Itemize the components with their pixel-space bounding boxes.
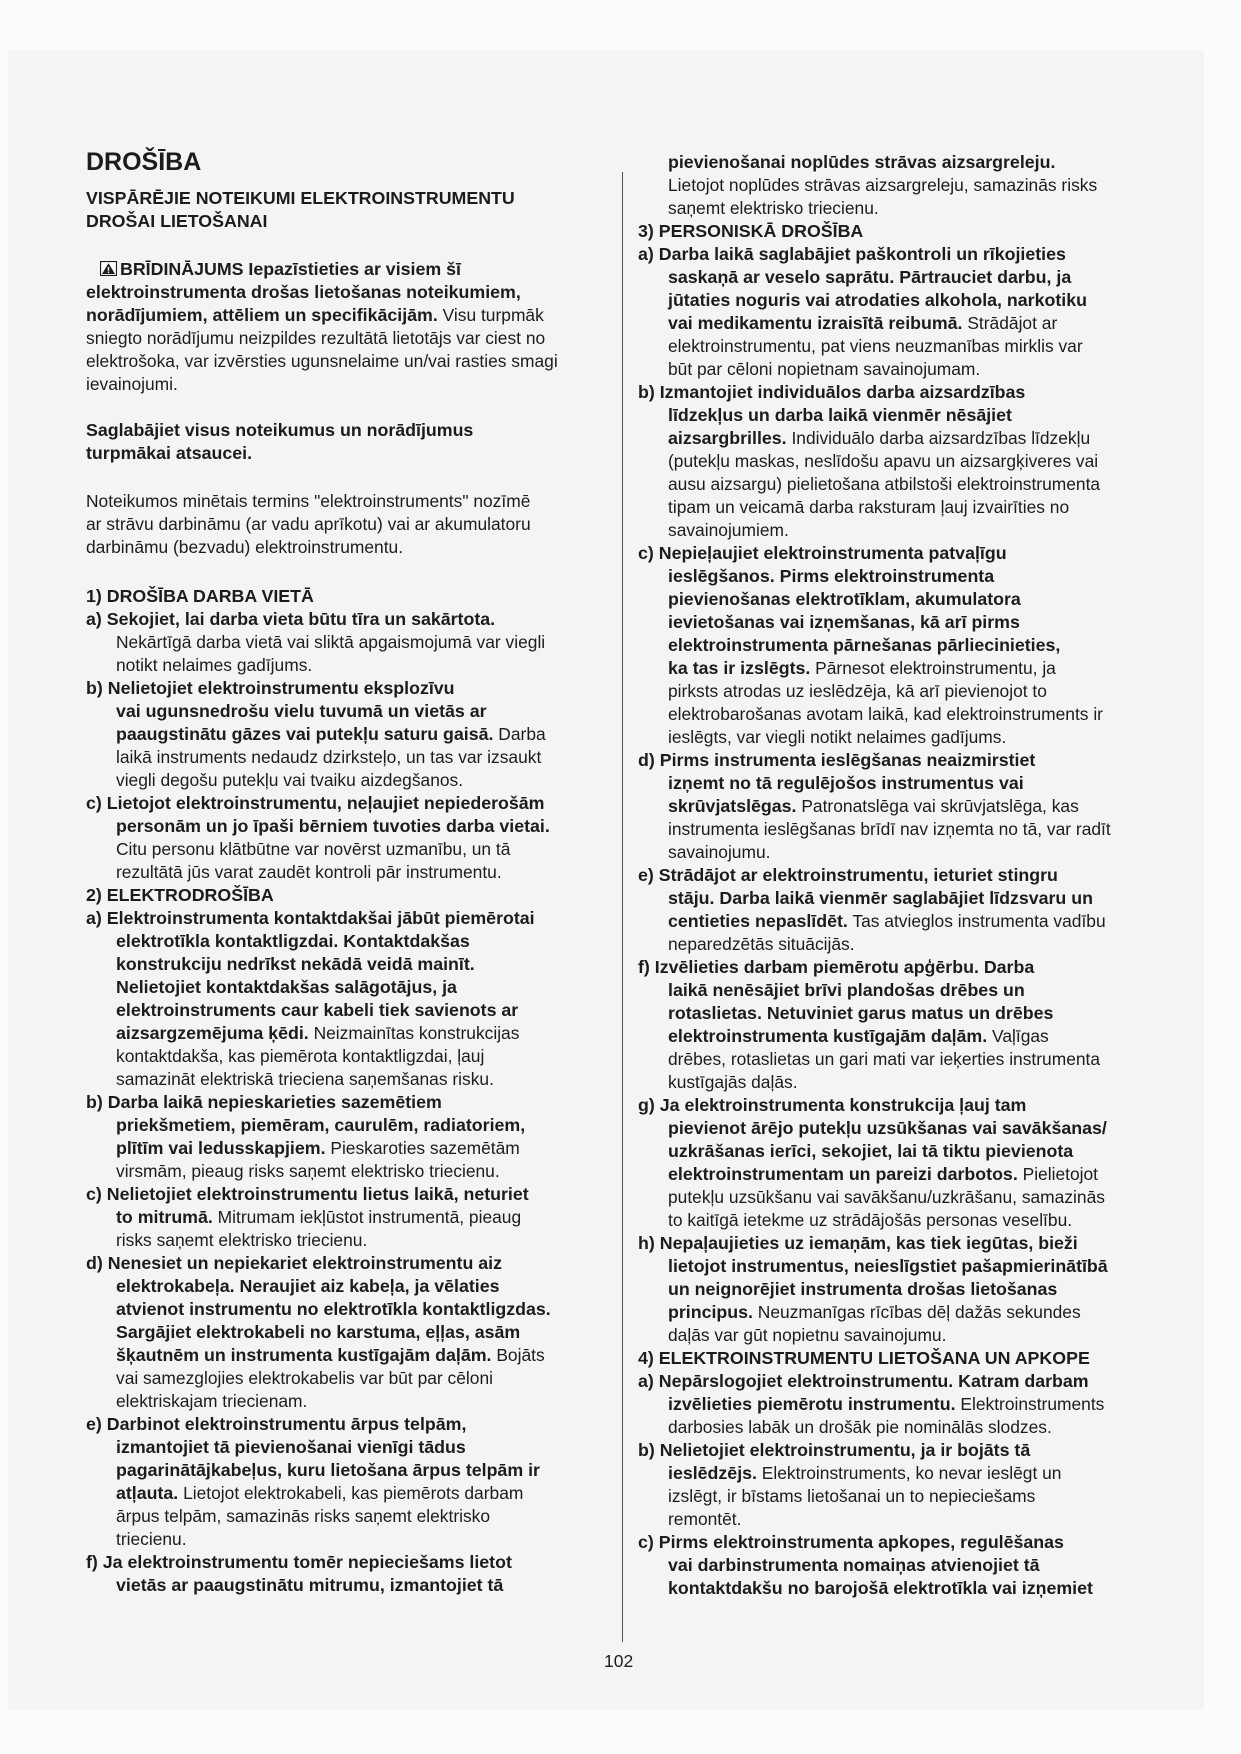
right-text-line bbox=[638, 864, 1058, 886]
left-text-line bbox=[86, 304, 544, 326]
right-text-line bbox=[668, 404, 1012, 426]
page-title bbox=[86, 147, 201, 177]
left-text-line bbox=[86, 677, 455, 699]
left-text-line bbox=[116, 838, 510, 860]
line-text: savainojumiem. bbox=[668, 520, 789, 540]
right-text-line bbox=[668, 335, 1083, 357]
line-text: a) Nepārslogojiet elektroinstrumentu. Katram darbam bbox=[638, 1371, 1089, 1391]
right-text-line bbox=[668, 1577, 1093, 1599]
line-text: vai ugunsnedrošu vielu tuvumā un vietās ar bbox=[116, 701, 487, 721]
line-text: notikt nelaimes gadījums. bbox=[116, 655, 313, 675]
line-text-tail: Mitrumam iekļūstot instrumentā, pieaug bbox=[212, 1207, 522, 1227]
line-text: līdzekļus un darba laikā vienmēr nēsājiet bbox=[668, 405, 1012, 425]
left-text-line bbox=[86, 419, 473, 441]
right-text-line bbox=[668, 1025, 1049, 1047]
left-text-line bbox=[86, 513, 531, 535]
line-text: a) Sekojiet, lai darba vieta būtu tīra un sakārtota. bbox=[86, 609, 496, 629]
line-text: vietās ar paaugstinātu mitrumu, izmantojiet tā bbox=[116, 1575, 504, 1595]
line-text-tail: Neizmainītas konstrukcijas bbox=[308, 1023, 520, 1043]
line-text: elektrobarošanas avotam laikā, kad elektroinstruments ir bbox=[668, 704, 1103, 724]
left-text-line bbox=[116, 953, 475, 975]
line-text: f) Izvēlieties darbam piemērotu apģērbu. Darba bbox=[638, 957, 1035, 977]
right-text-line bbox=[668, 1462, 1061, 1484]
left-text-line bbox=[116, 746, 541, 768]
line-text: g) Ja elektroinstrumenta konstrukcija ļauj tam bbox=[638, 1095, 1027, 1115]
line-text: 2) ELEKTRODROŠĪBA bbox=[86, 885, 274, 905]
line-text-tail: Strādājot ar bbox=[962, 313, 1058, 333]
line-text: kontaktdakša, kas piemērota kontaktligzdai, ļauj bbox=[116, 1046, 485, 1066]
line-text: e) Darbinot elektroinstrumentu ārpus telpām, bbox=[86, 1414, 467, 1434]
line-text-tail: Darba bbox=[493, 724, 546, 744]
line-text: stāju. Darba laikā vienmēr saglabājiet līdzsvaru un bbox=[668, 888, 1093, 908]
line-text: un neignorējiet instrumenta drošas lietošanas bbox=[668, 1279, 1058, 1299]
line-text: to kaitīgā ietekme uz strādājošās personas veselību. bbox=[668, 1210, 1073, 1230]
left-text-line bbox=[116, 654, 312, 676]
right-text-line bbox=[668, 979, 1025, 1001]
right-text-line bbox=[668, 519, 789, 541]
line-text-tail: Elektroinstruments, ko nevar ieslēgt un bbox=[756, 1463, 1062, 1483]
line-text: elektrotīkla kontaktligzdai. Kontaktdakšas bbox=[116, 931, 470, 951]
line-text: izvēlieties piemērotu instrumentu. bbox=[668, 1394, 956, 1414]
right-text-line bbox=[668, 266, 1071, 288]
left-text-line bbox=[116, 1436, 466, 1458]
line-text: DROŠAI LIETOŠANAI bbox=[86, 211, 268, 231]
left-text-line bbox=[116, 1574, 503, 1596]
line-text: (putekļu maskas, neslīdošu apavu un aizsargķiveres vai bbox=[668, 451, 1099, 471]
line-text: elektrošoka, var izvērsties ugunsnelaime un/vai rasties smagi bbox=[86, 351, 558, 371]
right-text-line bbox=[638, 243, 1066, 265]
line-text: ausu aizsargu) pielietošana atbilstoši elektroinstrumenta bbox=[668, 474, 1101, 494]
line-text: personām un jo īpaši bērniem tuvoties darba vietai. bbox=[116, 816, 550, 836]
line-text: priekšmetiem, piemēram, caurulēm, radiatoriem, bbox=[116, 1115, 526, 1135]
right-text-line bbox=[668, 174, 1097, 196]
line-text-tail: Pieskaroties sazemētām bbox=[325, 1138, 520, 1158]
line-text: savainojumu. bbox=[668, 842, 771, 862]
line-text: vai samezglojies elektrokabelis var būt par cēloni bbox=[116, 1368, 493, 1388]
line-text: ieslēgšanos. Pirms elektroinstrumenta bbox=[668, 566, 995, 586]
right-text-line bbox=[668, 427, 1090, 449]
line-text: būt par cēloni nopietnam savainojumam. bbox=[668, 359, 981, 379]
line-text-tail: Vaļīgas bbox=[987, 1026, 1049, 1046]
line-text: putekļu uzsūkšanu vai savākšanu/uzkrāšanu, samazinās bbox=[668, 1187, 1105, 1207]
line-text: pievienošanai noplūdes strāvas aizsargreleju. bbox=[668, 152, 1056, 172]
line-text: pirksts atrodas uz ieslēdzēja, kā arī pievienojot to bbox=[668, 681, 1047, 701]
line-text: laikā instruments nedaudz dzirksteļo, un tas var izsaukt bbox=[116, 747, 542, 767]
left-text-line bbox=[116, 1298, 551, 1320]
left-text-line bbox=[116, 631, 545, 653]
line-text: ievietošanas vai izņemšanas, kā arī pirms bbox=[668, 612, 1020, 632]
line-text: ievainojumi. bbox=[86, 374, 178, 394]
line-text: ar strāvu darbināmu (ar vadu aprīkotu) vai ar akumulatoru bbox=[86, 514, 531, 534]
line-text: to mitrumā. bbox=[116, 1207, 213, 1227]
line-text: Sargājiet elektrokabeli no karstuma, eļļas, asām bbox=[116, 1322, 521, 1342]
line-text: 3) PERSONISKĀ DROŠĪBA bbox=[638, 221, 864, 241]
line-text: saskaņā ar veselo saprātu. Pārtrauciet darbu, ja bbox=[668, 267, 1072, 287]
line-text: rotaslietas. Netuviniet garus matus un drēbes bbox=[668, 1003, 1054, 1023]
left-text-line bbox=[86, 884, 274, 906]
right-text-line bbox=[668, 496, 1069, 518]
right-text-line bbox=[638, 542, 1007, 564]
left-text-line bbox=[116, 1137, 520, 1159]
line-text-tail: Patronatslēga vai skrūvjatslēga, kas bbox=[796, 796, 1079, 816]
right-text-line bbox=[668, 1416, 1052, 1438]
right-text-line bbox=[668, 795, 1079, 817]
right-text-line bbox=[668, 1071, 798, 1093]
right-text-line bbox=[638, 956, 1034, 978]
line-text: Lietojot noplūdes strāvas aizsargreleju, samazinās risks bbox=[668, 175, 1098, 195]
right-text-line bbox=[668, 1393, 1104, 1415]
left-text-line bbox=[86, 1551, 512, 1573]
line-text: e) Strādājot ar elektroinstrumentu, ieturiet stingru bbox=[638, 865, 1058, 885]
line-text: principus. bbox=[668, 1302, 753, 1322]
right-text-line bbox=[668, 726, 1006, 748]
line-text: darbināmu (bezvadu) elektroinstrumentu. bbox=[86, 537, 404, 557]
left-text-line bbox=[86, 1091, 442, 1113]
right-text-line bbox=[668, 772, 1024, 794]
line-text: atļauta. bbox=[116, 1483, 179, 1503]
right-text-line bbox=[668, 1186, 1105, 1208]
column-divider bbox=[622, 172, 623, 1642]
right-text-line bbox=[668, 1324, 946, 1346]
left-text-line bbox=[116, 1275, 500, 1297]
line-text: lietojot instrumentus, neieslīgstiet pašapmierinātībā bbox=[668, 1256, 1108, 1276]
line-text: skrūvjatslēgas. bbox=[668, 796, 797, 816]
page-number: 102 bbox=[604, 1651, 634, 1671]
left-text-line bbox=[116, 930, 470, 952]
line-text: aizsargbrilles. bbox=[668, 428, 787, 448]
line-text: šķautnēm un instrumenta kustīgajām daļām. bbox=[116, 1345, 492, 1365]
line-text: viegli degošu putekļu vai tvaiku aizdegšanos. bbox=[116, 770, 464, 790]
line-text: c) Nepieļaujiet elektroinstrumenta patvaļīgu bbox=[638, 543, 1007, 563]
line-text: izņemt no tā regulējošos instrumentus vai bbox=[668, 773, 1024, 793]
right-text-line bbox=[668, 611, 1020, 633]
right-text-line bbox=[668, 887, 1093, 909]
line-text-tail: Visu turpmāk bbox=[437, 305, 544, 325]
right-text-line bbox=[668, 933, 855, 955]
right-text-line bbox=[638, 1232, 1078, 1254]
line-text: instrumenta ieslēgšanas brīdī nav izņemta no tā, var radīt bbox=[668, 819, 1111, 839]
line-text: kustīgajās daļās. bbox=[668, 1072, 798, 1092]
line-text: d) Nenesiet un nepiekariet elektroinstrumentu aiz bbox=[86, 1253, 502, 1273]
line-text: konstrukciju nedrīkst nekādā veidā mainīt. bbox=[116, 954, 475, 974]
right-text-line bbox=[668, 588, 1021, 610]
line-text: sniegto norādījumu neizpildes rezultātā lietotājs var ciest no bbox=[86, 328, 546, 348]
line-text: triecienu. bbox=[116, 1529, 187, 1549]
warning-icon bbox=[100, 261, 117, 276]
right-text-line bbox=[668, 1002, 1053, 1024]
right-text-line bbox=[668, 657, 1056, 679]
left-text-line bbox=[86, 373, 178, 395]
right-text-line bbox=[668, 680, 1047, 702]
line-text: b) Izmantojiet individuālos darba aizsardzības bbox=[638, 382, 1026, 402]
right-text-line bbox=[668, 1209, 1072, 1231]
right-text-line bbox=[668, 1163, 1098, 1185]
right-text-line bbox=[668, 634, 1060, 656]
line-text: pievienot ārējo putekļu uzsūkšanas vai savākšanas/ bbox=[668, 1118, 1107, 1138]
line-text: a) Elektroinstrumenta kontaktdakšai jābūt piemērotai bbox=[86, 908, 535, 928]
right-text-line bbox=[668, 1301, 1081, 1323]
right-text-line bbox=[638, 381, 1025, 403]
line-text-tail: Elektroinstruments bbox=[955, 1394, 1105, 1414]
line-text: elektroinstrumenta pārnešanas pārliecinieties, bbox=[668, 635, 1061, 655]
line-text-tail: Bojāts bbox=[491, 1345, 545, 1365]
line-text: b) Darba laikā nepieskarieties sazemētiem bbox=[86, 1092, 442, 1112]
line-text: a) Darba laikā saglabājiet paškontroli un rīkojieties bbox=[638, 244, 1066, 264]
left-text-line bbox=[86, 1183, 529, 1205]
right-text-line bbox=[668, 910, 1106, 932]
line-text: uzkrāšanas ierīci, sekojiet, lai tā tiktu pievienota bbox=[668, 1141, 1074, 1161]
line-text: jūtaties noguris vai atrodaties alkohola, narkotiku bbox=[668, 290, 1087, 310]
line-text-tail: Lietojot elektrokabeli, kas piemērots darbam bbox=[178, 1483, 524, 1503]
right-text-line bbox=[668, 312, 1057, 334]
line-text: saņemt elektrisko triecienu. bbox=[668, 198, 879, 218]
right-text-line bbox=[668, 841, 770, 863]
left-text-line bbox=[86, 327, 545, 349]
right-text-line bbox=[668, 1554, 1040, 1576]
left-text-line bbox=[116, 700, 487, 722]
right-text-line bbox=[668, 1048, 1100, 1070]
left-text-line bbox=[116, 1390, 307, 1412]
left-text-line bbox=[116, 815, 550, 837]
left-text-line bbox=[86, 187, 515, 209]
line-text: turpmākai atsaucei. bbox=[86, 443, 253, 463]
line-text: elektroinstruments caur kabeli tiek savienots ar bbox=[116, 1000, 519, 1020]
line-text: norādījumiem, attēliem un specifikācijām. bbox=[86, 305, 438, 325]
right-text-line bbox=[668, 818, 1111, 840]
line-text: c) Pirms elektroinstrumenta apkopes, regulēšanas bbox=[638, 1532, 1064, 1552]
right-text-line bbox=[638, 1531, 1064, 1553]
left-text-line bbox=[86, 490, 530, 512]
left-text-line bbox=[116, 1505, 490, 1527]
line-text: rezultātā jūs varat zaudēt kontroli pār instrumentu. bbox=[116, 862, 502, 882]
line-text: b) Nelietojiet elektroinstrumentu eksplozīvu bbox=[86, 678, 455, 698]
line-text-tail: Pārnesot elektroinstrumentu, ja bbox=[810, 658, 1056, 678]
left-text-line bbox=[116, 1321, 520, 1343]
right-text-line bbox=[638, 1439, 1030, 1461]
line-text: virsmām, pieaug risks saņemt elektrisko triecienu. bbox=[116, 1161, 500, 1181]
left-text-line bbox=[86, 608, 495, 630]
left-text-line bbox=[86, 350, 558, 372]
left-text-line bbox=[116, 1344, 545, 1366]
line-text: elektroinstrumenta drošas lietošanas noteikumiem, bbox=[86, 282, 521, 302]
left-text-line bbox=[116, 1459, 540, 1481]
right-text-line bbox=[638, 1347, 1090, 1369]
line-text: izmantojiet tā pievienošanai vienīgi tādus bbox=[116, 1437, 466, 1457]
right-text-line bbox=[668, 151, 1055, 173]
line-text: h) Nepaļaujieties uz iemaņām, kas tiek iegūtas, bieži bbox=[638, 1233, 1078, 1253]
line-text: ieslēdzējs. bbox=[668, 1463, 757, 1483]
left-text-line bbox=[116, 976, 457, 998]
right-text-line bbox=[668, 1140, 1073, 1162]
line-text: daļās var gūt nopietnu savainojumu. bbox=[668, 1325, 947, 1345]
line-text: kontaktdakšu no barojošā elektrotīkla vai izņemiet bbox=[668, 1578, 1093, 1598]
line-text: vai darbinstrumenta nomaiņas atvienojiet tā bbox=[668, 1555, 1040, 1575]
right-text-line bbox=[638, 1094, 1026, 1116]
line-text: BRĪDINĀJUMS Iepazīstieties ar visiem šī bbox=[120, 259, 461, 279]
left-text-line bbox=[116, 1206, 521, 1228]
left-text-line bbox=[116, 1160, 500, 1182]
left-text-line bbox=[116, 1068, 494, 1090]
line-text: c) Lietojot elektroinstrumentu, neļaujiet nepiederošām bbox=[86, 793, 545, 813]
left-text-line bbox=[116, 1229, 367, 1251]
right-text-line bbox=[668, 197, 879, 219]
left-text-line bbox=[116, 1528, 187, 1550]
left-text-line bbox=[86, 536, 403, 558]
line-text: b) Nelietojiet elektroinstrumentu, ja ir bojāts tā bbox=[638, 1440, 1031, 1460]
line-text: remontēt. bbox=[668, 1509, 742, 1529]
line-text: elektroinstrumentu, pat viens neuzmanības mirklis var bbox=[668, 336, 1083, 356]
left-text-line bbox=[116, 861, 502, 883]
line-text: pievienošanas elektrotīklam, akumulatora bbox=[668, 589, 1021, 609]
line-text-tail: Pielietojot bbox=[1017, 1164, 1099, 1184]
right-text-line bbox=[638, 1370, 1089, 1392]
line-text: elektroinstrumenta kustīgajām daļām. bbox=[668, 1026, 988, 1046]
left-text-line bbox=[86, 281, 521, 303]
right-text-line bbox=[668, 703, 1103, 725]
line-text: DROŠĪBA bbox=[86, 148, 202, 176]
left-text-line bbox=[116, 1114, 525, 1136]
line-text: izslēgt, ir bīstams lietošanai un to nepieciešams bbox=[668, 1486, 1036, 1506]
line-text: laikā nenēsājiet brīvi plandošas drēbes un bbox=[668, 980, 1025, 1000]
line-text-tail: Individuālo darba aizsardzības līdzekļu bbox=[786, 428, 1091, 448]
line-text: c) Nelietojiet elektroinstrumentu lietus laikā, neturiet bbox=[86, 1184, 529, 1204]
right-text-line bbox=[668, 1255, 1108, 1277]
line-text: ieslēgts, var viegli notikt nelaimes gadījums. bbox=[668, 727, 1007, 747]
line-text: vai medikamentu izraisītā reibumā. bbox=[668, 313, 963, 333]
line-text: Nekārtīgā darba vietā vai sliktā apgaismojumā var viegli bbox=[116, 632, 546, 652]
line-text: d) Pirms instrumenta ieslēgšanas neaizmirstiet bbox=[638, 750, 1036, 770]
right-text-line bbox=[668, 565, 994, 587]
line-text: plītīm vai ledusskapjiem. bbox=[116, 1138, 326, 1158]
line-text: Nelietojiet kontaktdakšas salāgotājus, ja bbox=[116, 977, 457, 997]
line-text: tipam un veicamā darba raksturam ļauj izvairīties no bbox=[668, 497, 1070, 517]
line-text: ārpus telpām, samazinās risks saņemt elektrisko bbox=[116, 1506, 491, 1526]
line-text: VISPĀRĒJIE NOTEIKUMI ELEKTROINSTRUMENTU bbox=[86, 188, 515, 208]
left-text-line bbox=[86, 907, 535, 929]
line-text: elektriskajam triecienam. bbox=[116, 1391, 308, 1411]
line-text: 4) ELEKTROINSTRUMENTU LIETOŠANA UN APKOPE bbox=[638, 1348, 1090, 1368]
line-text: aizsargzemējuma ķēdi. bbox=[116, 1023, 309, 1043]
line-text: pagarinātājkabeļus, kuru lietošana ārpus telpām ir bbox=[116, 1460, 540, 1480]
right-text-line bbox=[638, 749, 1035, 771]
left-text-line bbox=[116, 1482, 523, 1504]
line-text: 1) DROŠĪBA DARBA VIETĀ bbox=[86, 586, 314, 606]
line-text: Saglabājiet visus noteikumus un norādījumus bbox=[86, 420, 474, 440]
line-text: f) Ja elektroinstrumentu tomēr nepieciešams lietot bbox=[86, 1552, 512, 1572]
right-text-line bbox=[668, 450, 1098, 472]
line-text: elektroinstrumentam un pareizi darbotos. bbox=[668, 1164, 1018, 1184]
left-text-line bbox=[86, 792, 544, 814]
right-text-line bbox=[668, 289, 1087, 311]
right-text-line bbox=[668, 1278, 1057, 1300]
left-text-line bbox=[116, 1367, 493, 1389]
right-text-line bbox=[668, 358, 980, 380]
line-text: ka tas ir izslēgts. bbox=[668, 658, 811, 678]
right-text-line bbox=[668, 1508, 741, 1530]
left-text-line bbox=[86, 1252, 502, 1274]
left-text-line bbox=[116, 1022, 519, 1044]
left-text-line bbox=[116, 999, 518, 1021]
right-text-line bbox=[638, 220, 863, 242]
left-text-line bbox=[100, 258, 461, 280]
line-text: drēbes, rotaslietas un gari mati var ieķerties instrumenta bbox=[668, 1049, 1101, 1069]
left-text-line bbox=[116, 723, 546, 745]
left-text-line bbox=[86, 1413, 466, 1435]
line-text: risks saņemt elektrisko triecienu. bbox=[116, 1230, 368, 1250]
line-text-tail: Tas atvieglos instrumenta vadību bbox=[847, 911, 1106, 931]
left-text-line bbox=[86, 585, 314, 607]
line-text: atvienot instrumentu no elektrotīkla kontaktligzdas. bbox=[116, 1299, 551, 1319]
line-text-tail: Neuzmanīgas rīcības dēļ dažās sekundes bbox=[752, 1302, 1081, 1322]
line-text: elektrokabeļa. Neraujiet aiz kabeļa, ja vēlaties bbox=[116, 1276, 500, 1296]
line-text: darbosies labāk un drošāk pie nominālās slodzes. bbox=[668, 1417, 1052, 1437]
line-text: centieties nepaslīdēt. bbox=[668, 911, 848, 931]
left-text-line bbox=[116, 1045, 484, 1067]
left-text-line bbox=[86, 210, 267, 232]
right-text-line bbox=[668, 1485, 1035, 1507]
line-text: paaugstinātu gāzes vai putekļu saturu gaisā. bbox=[116, 724, 494, 744]
left-text-line bbox=[86, 442, 252, 464]
right-text-line bbox=[668, 473, 1100, 495]
line-text: Citu personu klātbūtne var novērst uzmanību, un tā bbox=[116, 839, 511, 859]
line-text: neparedzētās situācijās. bbox=[668, 934, 855, 954]
right-text-line bbox=[668, 1117, 1107, 1139]
line-text: samazināt elektriskā trieciena saņemšanas risku. bbox=[116, 1069, 494, 1089]
line-text: Noteikumos minētais termins "elektroinstruments" nozīmē bbox=[86, 491, 531, 511]
left-text-line bbox=[116, 769, 463, 791]
